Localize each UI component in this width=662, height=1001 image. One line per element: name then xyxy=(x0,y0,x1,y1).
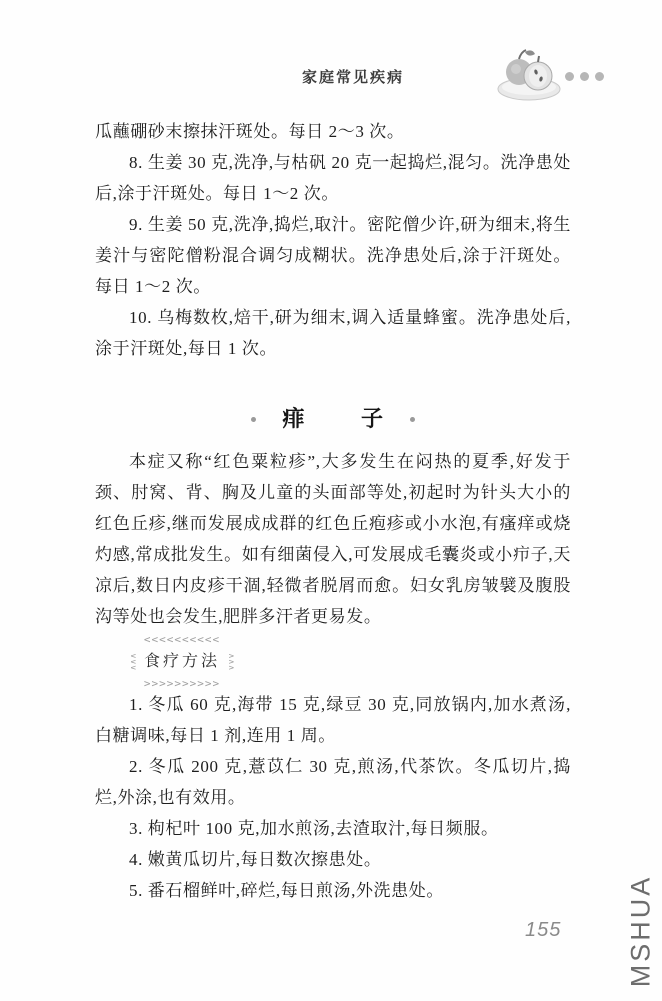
side-watermark: MSHUA xyxy=(625,874,656,988)
apples-plate-image xyxy=(494,46,564,102)
diet-method-5: 5. 番石榴鲜叶,碎烂,每日煎汤,外洗患处。 xyxy=(129,881,444,900)
section-intro: 本症又称“红色粟粒疹”,大多发生在闷热的夏季,好发于颈、肘窝、背、胸及儿童的头面部等处,初起时为针头大小的红色丘疹,继而发展成成群的红色丘疱疹或小水泡,有瘙痒或烧灼感,常成批发生。如有细菌侵入,可发展成毛囊炎或小疖子,天凉后,数日内皮疹干涸,轻微者脱屑而愈。妇女乳房皱襞及腹股沟等处也会发生,肥胖多汗者更易发。 xyxy=(95,452,571,626)
page-number: 155 xyxy=(525,919,562,941)
dot-icon xyxy=(565,72,574,81)
ellipsis-dots-icon xyxy=(565,72,604,81)
continuation-line: 瓜蘸硼砂末擦抹汗斑处。每日 2～3 次。 xyxy=(95,122,405,141)
remedy-item-10: 10. 乌梅数枚,焙干,研为细末,调入适量蜂蜜。洗净患处后,涂于汗斑处,每日 1 次。 xyxy=(95,308,571,358)
diet-therapy-label: 食疗方法 xyxy=(143,653,220,670)
stamp-right-chevrons-icon: ∧∧∧ xyxy=(227,653,236,671)
diet-method-4: 4. 嫩黄瓜切片,每日数次擦患处。 xyxy=(129,850,382,869)
diet-method-1: 1. 冬瓜 60 克,海带 15 克,绿豆 30 克,同放锅内,加水煮汤,白糖调味,每日 1 剂,连用 1 周。 xyxy=(95,695,571,745)
dot-icon xyxy=(595,72,604,81)
stamp-left-chevrons-icon: ∨∨∨ xyxy=(128,653,138,671)
section-title-char-right: 子 xyxy=(361,406,384,431)
title-dot-icon xyxy=(251,417,256,422)
section-title-char-left: 痱 xyxy=(282,406,305,431)
stamp-top-chevrons-icon: <<<<<<<<<< xyxy=(143,633,221,646)
apples-plate-illustration xyxy=(494,46,564,102)
book-title: 家庭常见疾病 xyxy=(301,69,404,86)
stamp-bottom-chevrons-icon: >>>>>>>>>> xyxy=(143,677,221,690)
section-title xyxy=(95,404,571,434)
page-body xyxy=(95,116,571,906)
dot-icon xyxy=(580,72,589,81)
remedy-item-9: 9. 生姜 50 克,洗净,捣烂,取汁。密陀僧少许,研为细末,将生姜汁与密陀僧粉混合调匀成糊状。洗净患处后,涂于汗斑处。每日 1～2 次。 xyxy=(95,215,571,296)
diet-method-3: 3. 枸杞叶 100 克,加水煎汤,去渣取汁,每日频服。 xyxy=(129,819,499,838)
stamp-middle-row xyxy=(129,649,235,675)
remedy-item-8: 8. 生姜 30 克,洗净,与枯矾 20 克一起捣烂,混匀。洗净患处后,涂于汗斑处。每日 1～2 次。 xyxy=(95,153,571,203)
diet-method-2: 2. 冬瓜 200 克,薏苡仁 30 克,煎汤,代茶饮。冬瓜切片,捣烂,外涂,也有效用。 xyxy=(95,757,571,807)
page-header xyxy=(0,44,662,106)
title-dot-icon xyxy=(410,417,415,422)
diet-therapy-stamp xyxy=(121,635,243,689)
